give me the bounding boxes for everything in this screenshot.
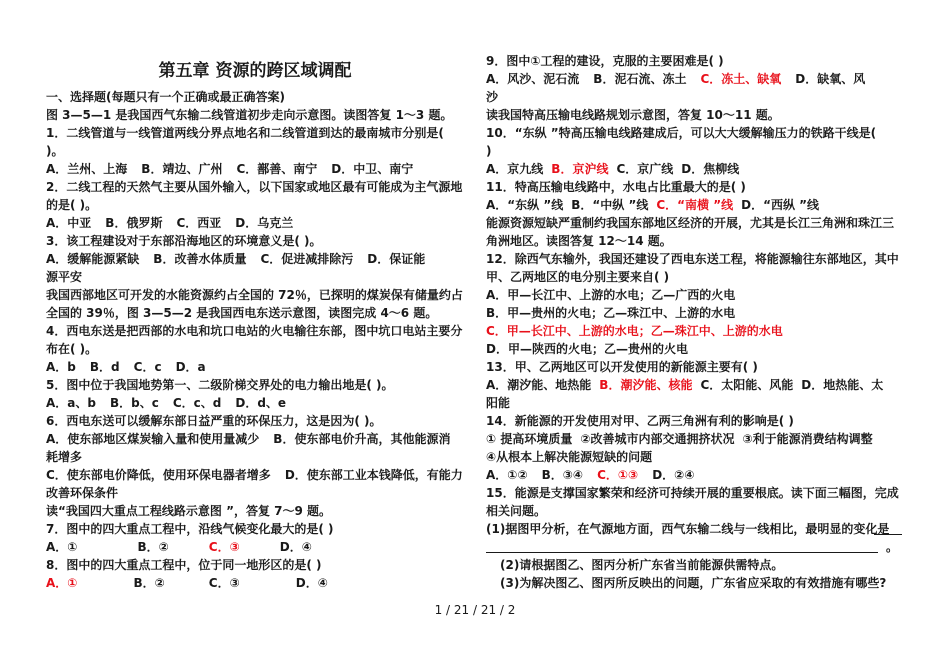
answer-blank-end: 。 xyxy=(886,540,899,554)
intro-map-5-line-2: 角洲地区。读图答复 12～14 题。 xyxy=(486,234,672,248)
q13-selected-answer: B．潮汐能、核能 xyxy=(599,378,693,392)
question-14-options: A．①② B．③④ C．①③ D．②④ xyxy=(486,468,695,482)
question-6-option-cd-cont: 改善环保条件 xyxy=(46,486,119,500)
question-7-options: A．① B．② C．③ D．④ xyxy=(46,540,312,554)
answer-blank-1[interactable] xyxy=(874,534,902,535)
intro-map-1: 图 3—5—1 是我国西气东输二线管道初步走向示意图。读图答复 1～3 题。 xyxy=(46,108,453,122)
question-12-line-2: 甲、乙两地区的电分别主要来自( ) xyxy=(486,270,670,284)
q14-selected-answer: C．①③ xyxy=(597,468,639,482)
question-14: 14．新能源的开发使用对甲、乙两三角洲有利的影响是( ) xyxy=(486,414,794,428)
question-5: 5．图中位于我国地势第一、二级阶梯交界处的电力输出地是( )。 xyxy=(46,378,394,392)
question-1-line-1: 1．二线管道与一线管道两线分界点地名和二线管道到达的最南城市分别是( xyxy=(46,126,444,140)
question-4-line-1: 4．西电东送是把西部的水电和坑口电站的火电输往东部，图中坑口电站主要分 xyxy=(46,324,463,338)
question-12-option-b: B．甲—贵州的火电；乙—珠江中、上游的水电 xyxy=(486,306,736,320)
intro-map-4: 读我国特高压输电线路规划示意图，答复 10～11 题。 xyxy=(486,108,780,122)
question-15-line-2: 相关问题。 xyxy=(486,504,547,518)
question-10-line-1: 10．“东纵 ”特高压输电线路建成后，可以大大缓解输压力的铁路干线是( xyxy=(486,126,877,140)
question-11: 11．特高压输电线路中，水电占比重最大的是( ) xyxy=(486,180,746,194)
question-15-part-3: (3)为解决图乙、图丙所反映出的问题，广东省应采取的有效措施有哪些? xyxy=(500,576,887,590)
question-12-line-1: 12．除西气东输外，我国还建设了西电东送工程，将能源输往东部地区，其中 xyxy=(486,252,899,266)
intro-map-2-line-2: 全国的 39％，图 3—5—2 是我国西电东送示意图，读图完成 4～6 题。 xyxy=(46,306,438,320)
question-12-option-d: D．甲—陕西的火电；乙—贵州的火电 xyxy=(486,342,688,356)
intro-map-3: 读“我国四大重点工程线路示意图 ”，答复 7～9 题。 xyxy=(46,504,332,518)
question-13: 13．甲、乙两地区可以开发使用的新能源主要有( ) xyxy=(486,360,758,374)
answer-blank-2[interactable] xyxy=(486,552,878,553)
chapter-title: 第五章 资源的跨区域调配 xyxy=(158,61,352,81)
question-15-part-2: (2)请根据图乙、图丙分析广东省当前能源供需特点。 xyxy=(500,558,784,572)
question-9: 9．图中①工程的建设，克服的主要困难是( ) xyxy=(486,54,724,68)
question-9-options: A．风沙、泥石流 B．泥石流、冻土 C．冻土、缺氧 D．缺氧、风 xyxy=(486,72,866,86)
question-15-part-1: (1)据图甲分析，在气源地方面，西气东输二线与一线相比，最明显的变化是 xyxy=(486,522,890,536)
question-3: 3．该工程建设对于东部沿海地区的环境意义是( )。 xyxy=(46,234,322,248)
question-1-options: A．兰州、上海 B．靖边、广州 C．鄯善、南宁 D．中卫、南宁 xyxy=(46,162,414,176)
q9-selected-answer: C．冻土、缺氧 xyxy=(700,72,782,86)
question-6-option-cd: C．使东部电价降低，使用环保电器者增多 D．使东部工业本钱降低，有能力 xyxy=(46,468,463,482)
question-11-options: A．“东纵 ”线 B．“中纵 ”线 C．“南横 ”线 D．“西纵 ”线 xyxy=(486,198,820,212)
question-3-options: A．缓解能源紧缺 B．改善水体质量 C．促进减排除污 D．保证能 xyxy=(46,252,426,266)
question-8: 8．图中的四大重点工程中，位于同一地形区的是( ) xyxy=(46,558,322,572)
question-1-line-2: )。 xyxy=(46,144,64,158)
question-12-option-c-selected: C．甲—长江中、上游的水电；乙—珠江中、上游的水电 xyxy=(486,324,783,338)
question-6-option-ab-cont: 耗增多 xyxy=(46,450,83,464)
q11-selected-answer: C．“南横 ”线 xyxy=(656,198,734,212)
question-12-option-a: A．甲—长江中、上游的水电；乙—广西的火电 xyxy=(486,288,736,302)
question-8-options: A．① B．② C．③ D．④ xyxy=(46,576,328,590)
intro-map-2-line-1: 我国西部地区可开发的水能资源约占全国的 72％，已探明的煤炭保有储量约占 xyxy=(46,288,463,302)
question-10-options: A．京九线 B．京沪线 C．京广线 D．焦柳线 xyxy=(486,162,740,176)
question-9-options-cont: 沙 xyxy=(486,90,499,104)
question-7: 7．图中的四大重点工程中，沿线气候变化最大的是( ) xyxy=(46,522,334,536)
question-4-line-2: 布在( )。 xyxy=(46,342,98,356)
question-10-line-2: ) xyxy=(486,144,492,158)
page-number: 1 / 21 / 21 / 2 xyxy=(434,603,516,617)
question-15-line-1: 15．能源是支撑国家繁荣和经济可持续开展的重要根底。读下面三幅图，完成 xyxy=(486,486,899,500)
question-13-options: A．潮汐能、地热能 B．潮汐能、核能 C．太阳能、风能 D．地热能、太 xyxy=(486,378,884,392)
question-4-options: A．b B．d C．c D．a xyxy=(46,360,206,374)
question-2-line-1: 2．二线工程的天然气主要从国外输入，以下国家或地区最有可能成为主气源地 xyxy=(46,180,463,194)
question-13-options-cont: 阳能 xyxy=(486,396,511,410)
question-6: 6．西电东送可以缓解东部日益严重的环保压力，这是因为( )。 xyxy=(46,414,382,428)
section-heading: 一、选择题(每题只有一个正确或最正确答案) xyxy=(46,90,285,104)
q8-selected-answer: A．① xyxy=(46,576,78,590)
question-2-options: A．中亚 B．俄罗斯 C．西亚 D．乌克兰 xyxy=(46,216,294,230)
question-6-option-ab: A．使东部地区煤炭输入量和使用量减少 B．使东部电价升高，其他能源消 xyxy=(46,432,451,446)
intro-map-5-line-1: 能源资源短缺严重制约我国东部地区经济的开展，尤其是长江三角洲和珠江三 xyxy=(486,216,895,230)
question-2-line-2: 的是( )。 xyxy=(46,198,98,212)
q7-selected-answer: C．③ xyxy=(208,540,240,554)
question-14-item-4: ④从根本上解决能源短缺的问题 xyxy=(486,450,653,464)
q10-selected-answer: B．京沪线 xyxy=(551,162,609,176)
question-3-options-cont: 源平安 xyxy=(46,270,83,284)
question-14-items: ① 提高环境质量 ②改善城市内部交通拥挤状况 ③利于能源消费结构调整 xyxy=(486,432,873,446)
question-5-options: A．a、b B．b、c C．c、d D．d、e xyxy=(46,396,287,410)
